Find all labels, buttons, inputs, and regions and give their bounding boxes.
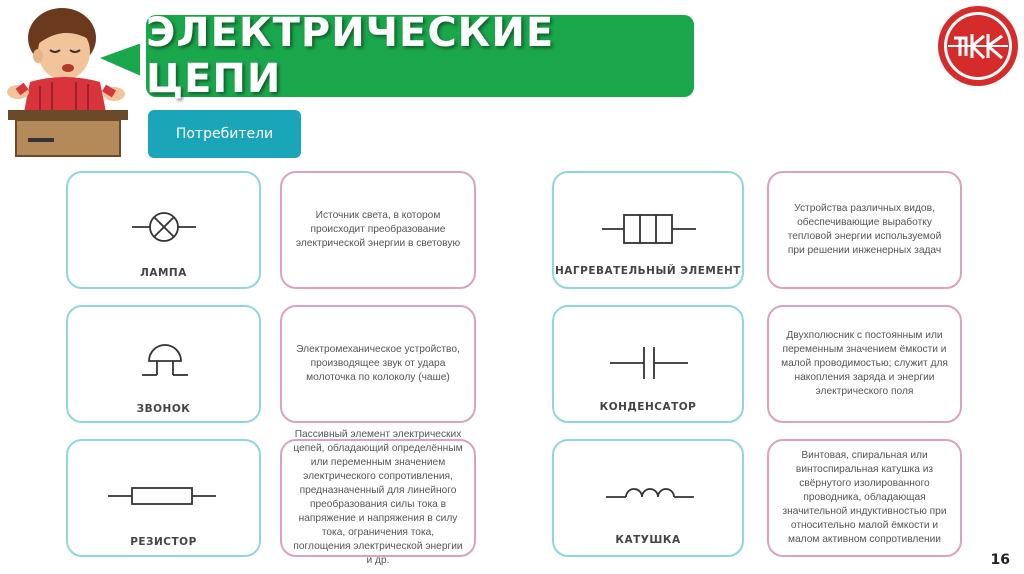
page-number: 16 — [990, 552, 1010, 568]
capacitor-description: Двухполюсник с постоянным или переменным значением ёмкости и малой проводимостью; служит для накопления заряда и энергии электрического поля — [767, 305, 962, 423]
inductor-label: КАТУШКА — [615, 534, 681, 546]
resistor-card — [66, 439, 261, 557]
logo-icon — [936, 4, 1020, 88]
subtitle-button[interactable]: Потребители — [148, 110, 301, 158]
bell-label: ЗВОНОК — [136, 403, 191, 415]
resistor-description: Пассивный элемент электрических цепей, обладающий определённым или переменным значением электрического сопротивления, предназначенный для линейного преобразования силы тока в напряжение и напряжения в силу тока, ограничения тока, поглощения электрической энергии и др. — [280, 439, 476, 557]
bell-description: Электромеханическое устройство, производящее звук от удара молоточка по колоколу (чаше) — [280, 305, 476, 423]
title-banner — [146, 10, 694, 102]
capacitor-card — [552, 305, 744, 423]
bell-card — [66, 305, 261, 423]
lamp-label: ЛАМПА — [140, 267, 187, 279]
capacitor-label: КОНДЕНСАТОР — [599, 401, 697, 413]
heater-card — [552, 171, 744, 289]
inductor-card — [552, 439, 744, 557]
lamp-description: Источник света, в котором происходит преобразование электрической энергии в световую — [280, 171, 476, 289]
inductor-description: Винтовая, спиральная или винтоспиральная катушка из свёрнутого изолированного проводника, обладающая значительной индуктивностью при относительно малой ёмкости и малом активном сопротивлении — [767, 439, 962, 557]
heater-description: Устройства различных видов, обеспечивающие выработку тепловой энергии используемой при решении инженерных задач — [767, 171, 962, 289]
resistor-label: РЕЗИСТОР — [130, 536, 197, 548]
teacher-illustration-icon — [0, 0, 140, 160]
page-title: ЭЛЕКТРИЧЕСКИЕ ЦЕПИ — [146, 10, 555, 102]
lamp-card — [66, 171, 261, 289]
heater-label: НАГРЕВАТЕЛЬНЫЙ ЭЛЕМЕНТ — [555, 265, 741, 277]
